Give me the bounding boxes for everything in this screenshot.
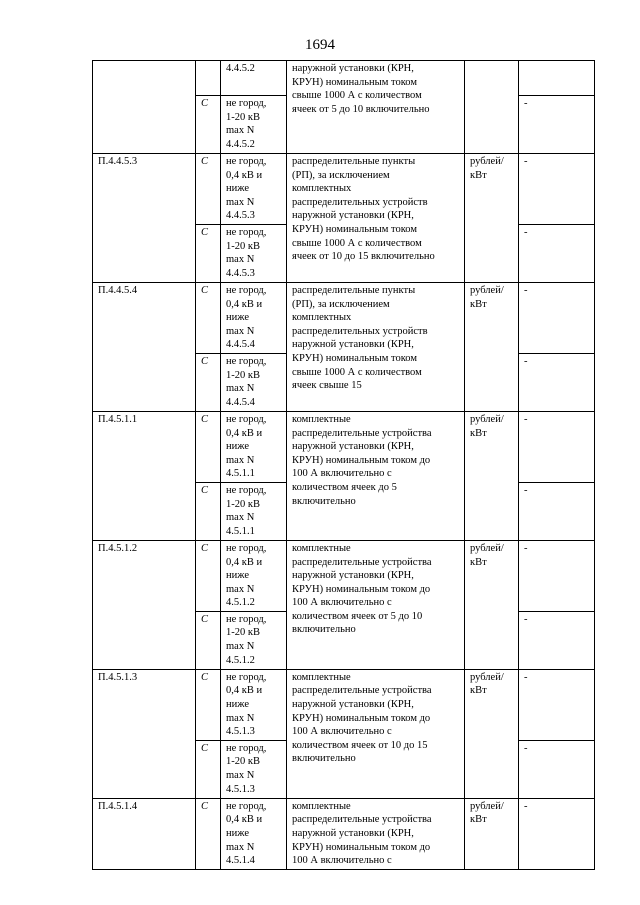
category-cell: С [196,282,221,353]
description-cell: распределительные пункты (РП), за исключением комплектных распределительных устройств наружной установки (КРН, КРУН) номинальным током свыше 1000 А с количеством ячеек от 10 до 15 включительно [287,154,465,283]
voltage-cell: не город, 1-20 кВ max N 4.4.5.2 [221,96,287,154]
value-cell: - [519,154,595,225]
table-row [93,154,595,225]
value-cell: - [519,482,595,540]
category-cell: С [196,411,221,482]
voltage-cell: не город, 1-20 кВ max N 4.4.5.3 [221,224,287,282]
voltage-cell: не город, 0,4 кВ и ниже max N 4.5.1.3 [221,669,287,740]
value-cell: - [519,540,595,611]
table-row [93,669,595,740]
description-cell: комплектные распределительные устройства наружной установки (КРН, КРУН) номинальным током до 100 А включительно с количеством ячеек до 5 включительно [287,411,465,540]
voltage-cell: не город, 0,4 кВ и ниже max N 4.5.1.1 [221,411,287,482]
value-cell: - [519,353,595,411]
tariff-table [92,60,595,870]
voltage-cell: не город, 1-20 кВ max N 4.5.1.1 [221,482,287,540]
table-row [93,540,595,611]
value-cell: - [519,798,595,869]
category-cell: С [196,482,221,540]
category-cell: С [196,740,221,798]
code-cell: П.4.5.1.1 [93,411,196,540]
code-cell: П.4.4.5.3 [93,154,196,283]
code-cell: П.4.4.5.4 [93,282,196,411]
page-number: 1694 [305,37,335,53]
category-cell: С [196,540,221,611]
voltage-cell: не город, 1-20 кВ max N 4.4.5.4 [221,353,287,411]
value-cell: - [519,282,595,353]
value-cell [519,61,595,96]
description-cell: наружной установки (КРН, КРУН) номинальным током свыше 1000 А с количеством ячеек от 5 до 10 включительно [287,61,465,154]
unit-cell: рублей/ кВт [465,411,519,540]
unit-cell: рублей/ кВт [465,282,519,411]
unit-cell [465,61,519,154]
voltage-cell: не город, 0,4 кВ и ниже max N 4.4.5.4 [221,282,287,353]
table-row [93,61,595,96]
value-cell: - [519,96,595,154]
value-cell: - [519,669,595,740]
category-cell: С [196,669,221,740]
category-cell: С [196,96,221,154]
voltage-cell: не город, 1-20 кВ max N 4.5.1.3 [221,740,287,798]
voltage-cell: не город, 1-20 кВ max N 4.5.1.2 [221,611,287,669]
table-row [93,282,595,353]
value-cell: - [519,740,595,798]
voltage-cell: не город, 0,4 кВ и ниже max N 4.4.5.3 [221,154,287,225]
unit-cell: рублей/ кВт [465,798,519,869]
category-cell: С [196,224,221,282]
category-cell: С [196,798,221,869]
category-cell: С [196,611,221,669]
description-cell: распределительные пункты (РП), за исключением комплектных распределительных устройств наружной установки (КРН, КРУН) номинальным током свыше 1000 А с количеством ячеек свыше 15 [287,282,465,411]
description-cell: комплектные распределительные устройства наружной установки (КРН, КРУН) номинальным током до 100 А включительно с количеством ячеек от 5 до 10 включительно [287,540,465,669]
category-cell: С [196,154,221,225]
unit-cell: рублей/ кВт [465,540,519,669]
value-cell: - [519,411,595,482]
code-cell: П.4.5.1.4 [93,798,196,869]
value-cell: - [519,224,595,282]
category-cell: С [196,353,221,411]
description-cell: комплектные распределительные устройства наружной установки (КРН, КРУН) номинальным током до 100 А включительно с [287,798,465,869]
unit-cell: рублей/ кВт [465,154,519,283]
code-cell [93,61,196,154]
category-cell [196,61,221,96]
table-row [93,798,595,869]
table-row [93,411,595,482]
value-cell: - [519,611,595,669]
code-cell: П.4.5.1.3 [93,669,196,798]
code-cell: П.4.5.1.2 [93,540,196,669]
voltage-cell: не город, 0,4 кВ и ниже max N 4.5.1.2 [221,540,287,611]
voltage-cell: не город, 0,4 кВ и ниже max N 4.5.1.4 [221,798,287,869]
description-cell: комплектные распределительные устройства наружной установки (КРН, КРУН) номинальным током до 100 А включительно с количеством ячеек от 10 до 15 включительно [287,669,465,798]
voltage-cell: 4.4.5.2 [221,61,287,96]
unit-cell: рублей/ кВт [465,669,519,798]
